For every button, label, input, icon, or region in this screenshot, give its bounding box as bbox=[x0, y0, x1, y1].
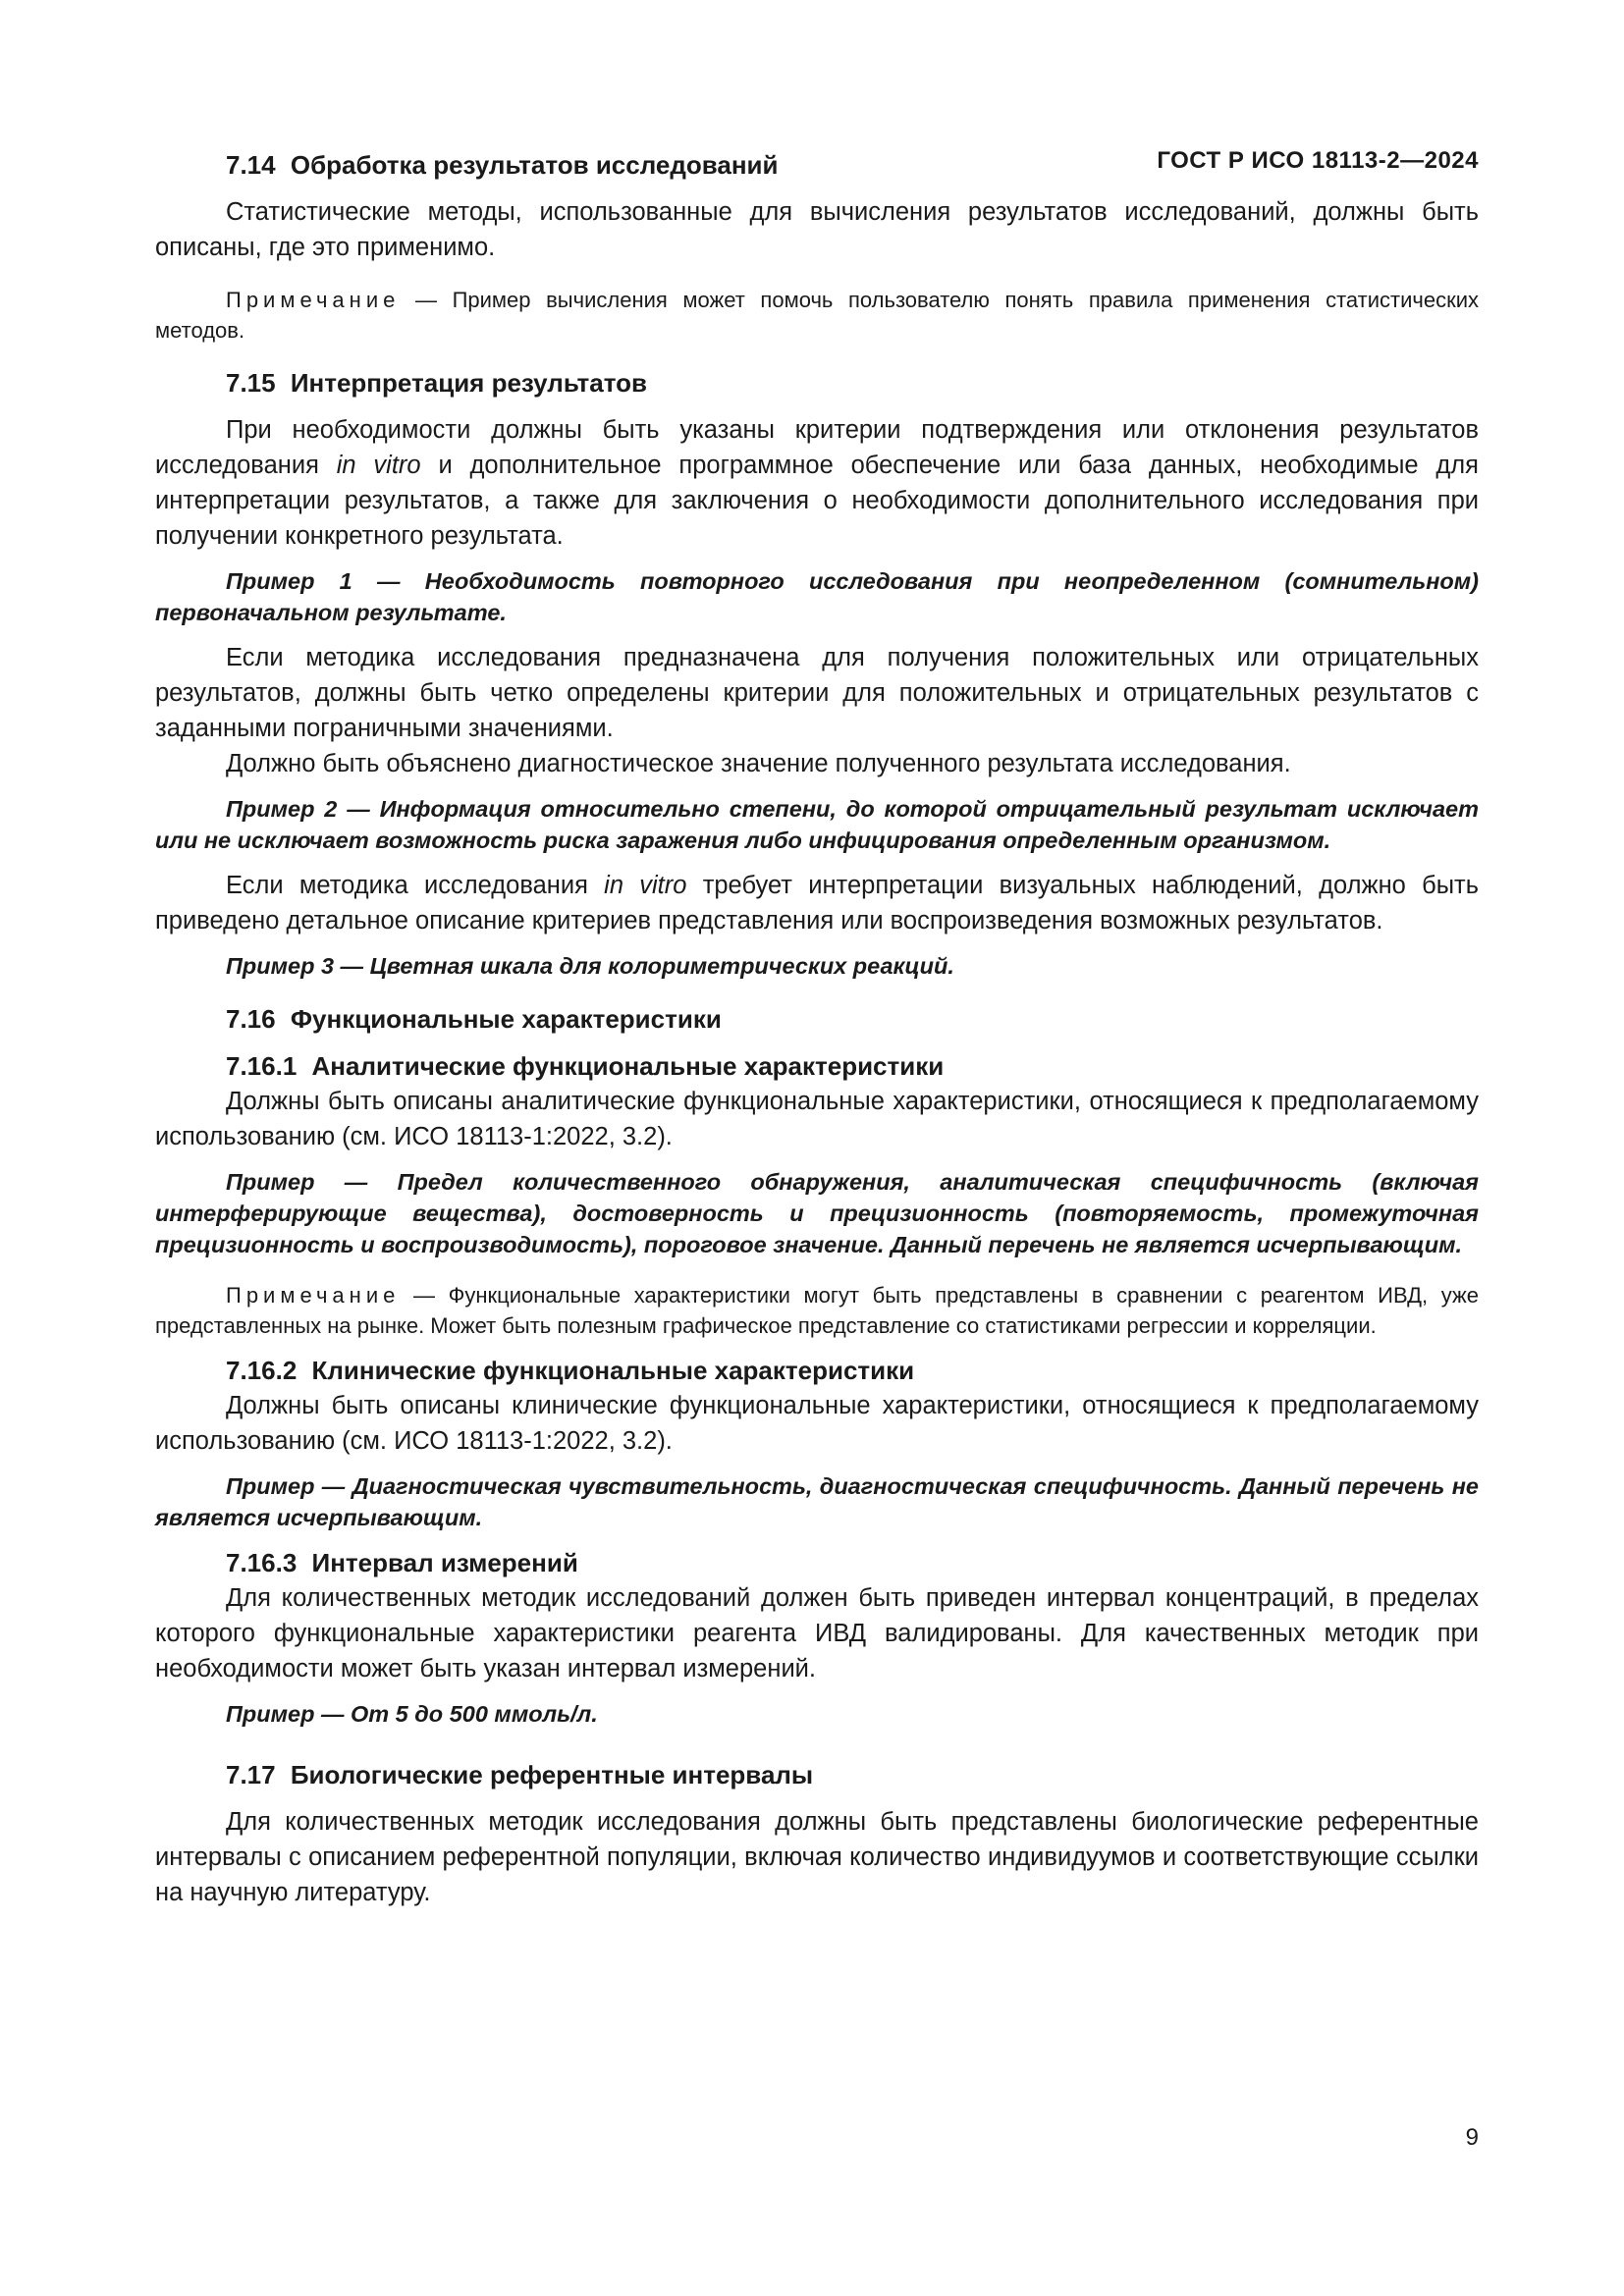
section-number: 7.15 bbox=[226, 368, 276, 398]
section-number: 7.16 bbox=[226, 1004, 276, 1034]
page-number: 9 bbox=[1465, 2124, 1479, 2151]
section-7-16-3-heading bbox=[226, 1545, 1479, 1580]
example: Пример — От 5 до 500 ммоль/л. bbox=[226, 1701, 598, 1727]
paragraph: Для количественных методик исследования должны быть представлены биологические референтные интервалы с описанием референтной популяции, включая количество индивидуумов и соответствующие ссылки на научную литературу. bbox=[155, 1808, 1479, 1906]
paragraph: Статистические методы, использованные для вычисления результатов исследований, должны быть описаны, где это применимо. bbox=[155, 198, 1479, 261]
section-7-16-heading bbox=[226, 1001, 1479, 1037]
section-number: 7.16.2 bbox=[226, 1356, 298, 1385]
paragraph: Должны быть описаны клинические функциональные характеристики, относящиеся к предполагаемому использованию (см. ИСО 18113-1:2022, 3.2). bbox=[155, 1392, 1479, 1455]
section-number: 7.17 bbox=[226, 1760, 276, 1789]
note-label: Примечание bbox=[226, 288, 401, 312]
latin-term: in vitro bbox=[604, 872, 687, 899]
section-7-16-2-heading bbox=[226, 1353, 1479, 1388]
note bbox=[155, 1280, 1479, 1341]
text-run: требует интерпретации визуальных наблюдений, должно быть приведено детальное описание критериев представления или воспроизведения возможных результатов. bbox=[155, 872, 1479, 934]
text-run: и дополнительное программное обеспечение или база данных, необходимые для интерпретации результатов, а также для заключения о необходимости дополнительного исследования при получении конкретного результата. bbox=[155, 452, 1479, 550]
latin-term: in vitro bbox=[336, 452, 421, 479]
section-title: Интервал измерений bbox=[311, 1548, 578, 1577]
example-2: Пример 2 — Информация относительно степени, до которой отрицательный результат исключает или не исключает возможность риска заражения либо инфицирования определенным организмом. bbox=[155, 796, 1479, 853]
section-title: Функциональные характеристики bbox=[290, 1004, 722, 1034]
section-7-14-heading bbox=[226, 147, 1479, 183]
example-3: Пример 3 — Цветная шкала для колориметрических реакций. bbox=[226, 953, 954, 979]
section-title: Аналитические функциональные характеристики bbox=[311, 1051, 945, 1081]
note-text: — Пример вычисления может помочь пользователю понять правила применения статистических методов. bbox=[155, 288, 1479, 343]
text-run: При необходимости должны быть указаны критерии подтверждения или отклонения результатов исследования bbox=[155, 416, 1479, 479]
paragraph: Для количественных методик исследований должен быть приведен интервал концентраций, в пределах которого функциональные характеристики реагента ИВД валидированы. Для качественных методик при необходимости может быть указан интервал измерений. bbox=[155, 1584, 1479, 1682]
section-title: Интерпретация результатов bbox=[290, 368, 647, 398]
paragraph bbox=[155, 868, 1479, 938]
paragraph bbox=[155, 412, 1479, 554]
example: Пример — Предел количественного обнаружения, аналитическая специфичность (включая интерферирующие вещества), достоверность и прецизионность (повторяемость, промежуточная прецизионность и воспроизводимость), пороговое значение. Данный перечень не является исчерпывающим. bbox=[155, 1169, 1479, 1257]
document-code: ГОСТ Р ИСО 18113-2—2024 bbox=[1157, 147, 1479, 174]
example-1: Пример 1 — Необходимость повторного исследования при неопределенном (сомнительном) первоначальном результате. bbox=[155, 568, 1479, 625]
section-number: 7.14 bbox=[226, 150, 276, 180]
section-number: 7.16.3 bbox=[226, 1548, 298, 1577]
section-number: 7.16.1 bbox=[226, 1051, 298, 1081]
section-7-17-heading bbox=[226, 1757, 1479, 1792]
section-title: Биологические референтные интервалы bbox=[290, 1760, 814, 1789]
note-label: Примечание bbox=[226, 1283, 401, 1308]
paragraph: Если методика исследования предназначена для получения положительных или отрицательных результатов, должны быть четко определены критерии для положительных и отрицательных результатов с заданными пограничными значениями. bbox=[155, 644, 1479, 742]
paragraph: Должно быть объяснено диагностическое значение полученного результата исследования. bbox=[226, 750, 1291, 777]
example: Пример — Диагностическая чувствительность, диагностическая специфичность. Данный перечень не является исчерпывающим. bbox=[155, 1473, 1479, 1530]
text-run: Если методика исследования bbox=[226, 872, 605, 899]
paragraph: Должны быть описаны аналитические функциональные характеристики, относящиеся к предполагаемому использованию (см. ИСО 18113-1:2022, 3.2). bbox=[155, 1088, 1479, 1150]
section-title: Обработка результатов исследований bbox=[290, 150, 779, 180]
page-content bbox=[155, 147, 1479, 1910]
section-7-16-1-heading bbox=[226, 1048, 1479, 1084]
section-7-15-heading bbox=[226, 365, 1479, 400]
section-title: Клинические функциональные характеристики bbox=[311, 1356, 915, 1385]
note bbox=[155, 285, 1479, 346]
note-text: — Функциональные характеристики могут быть представлены в сравнении с реагентом ИВД, уже представленных на рынке. Может быть полезным графическое представление со статистиками регрессии и корреляции. bbox=[155, 1283, 1479, 1338]
